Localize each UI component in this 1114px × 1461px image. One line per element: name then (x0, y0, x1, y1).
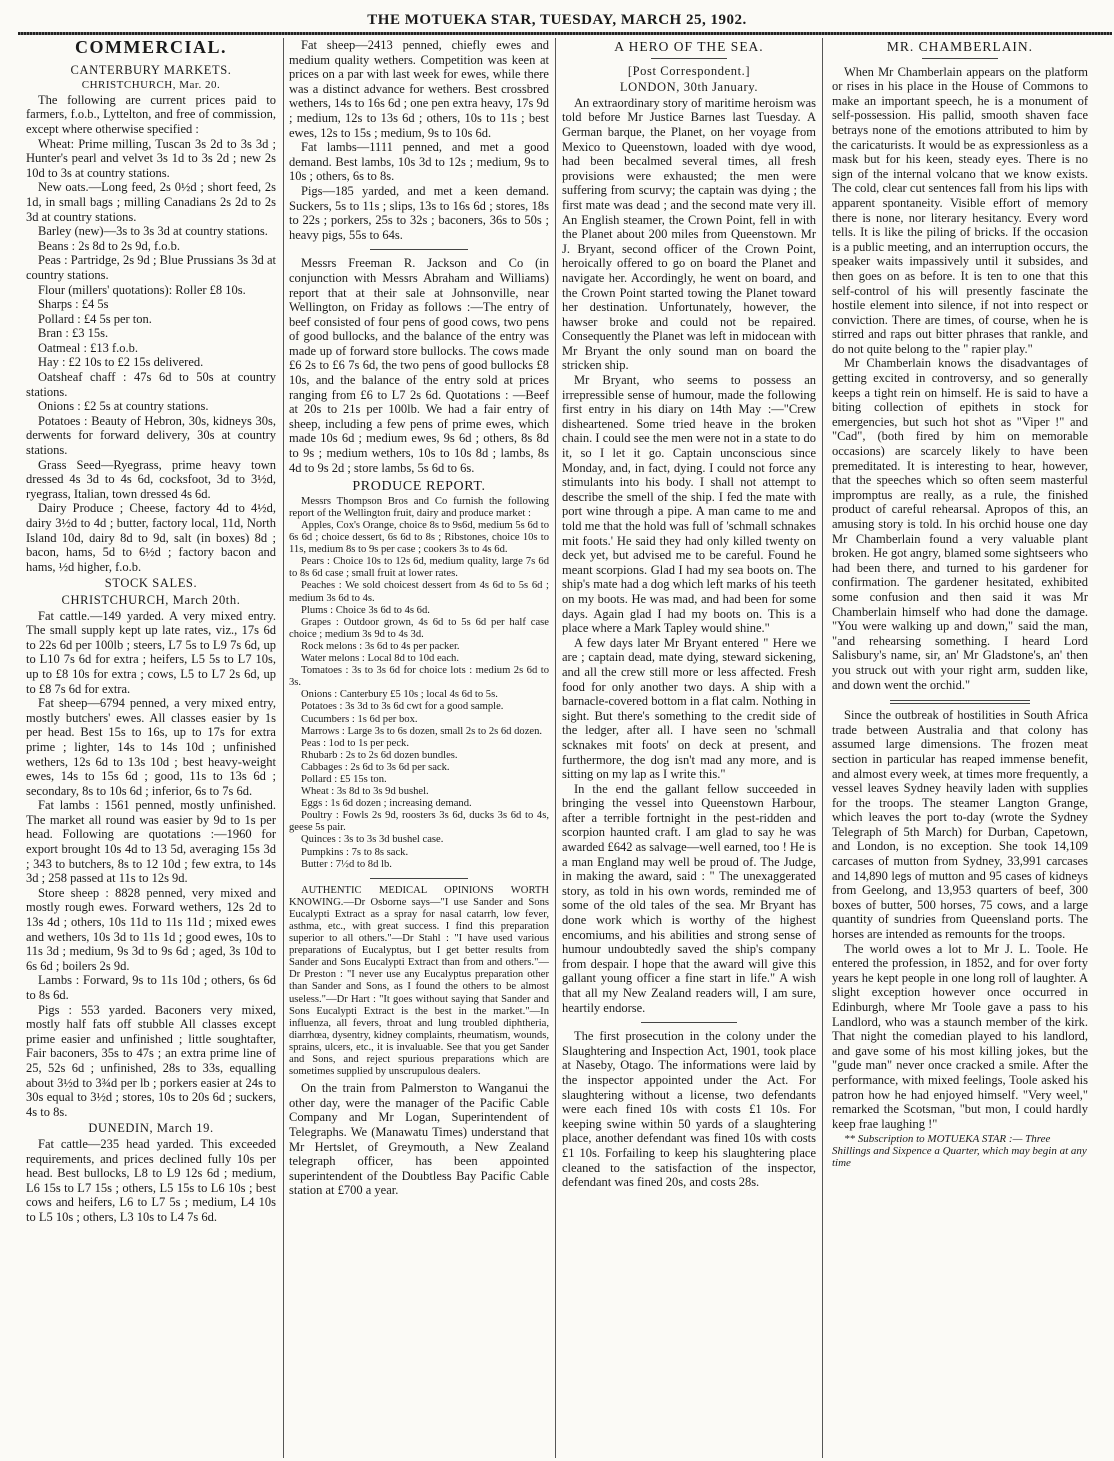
prosecution-paragraph: The first prosecution in the colony under the Slaughtering and Inspection Act, 1901, took place at Naseby, Otago. The informations were laid by the inspector appointed under the Act. For slaughtering without a license, two defendants were each fined 10s with costs £1 10s. For keeping swine within 50 yards of a slaughtering place, another defendant was fined 10s with costs £1 10s. Forfailing to keep his slaughtering place cleaned to the satisfaction of the inspector, defendant was fined 20s, and costs 28s. (562, 1029, 816, 1190)
price-paragraph: Hay : £2 10s to £2 15s delivered. (38, 355, 204, 370)
article-paragraph: Mr Chamberlain knows the disadvantages of getting excited in controversy, and so generally keeps a tight rein on himself. He is said to have a biting collection of epithets in stock for emergencies, but such hot shot as "Viper !" and "Cad", (both fired by him on memorable occasions) are scarcely likely to have been premeditated. It is interesting to hear, however, that the speeches which so often seem masterful impromptus are really, as a rule, the finished product of careful rehearsal. Apropos of this, an amusing story is told. In his orchid house one day Mr Chamberlain found a very valuable plant broken. He got angry, blamed some sightseers who had been there, and turned to his gardener for confirmation. The gardener hesitated, exhibited some confusion and then said it was Mr Chamberlain himself who had done the damage. "You were walking up and down," said the man, "and rehearsing something. I heard Lord Salisbury's name, sir, an' Mr Gladstone's, an' then you struck out with your right arm, sudden like, and down went the orchid." (832, 356, 1088, 692)
article-title: A HERO OF THE SEA. (614, 39, 764, 54)
medical-lead: AUTHENTIC MEDICAL OPINIONS WORTH KNOWING. (289, 884, 549, 908)
separator (370, 878, 469, 879)
price-paragraph: Grass Seed—Ryegrass, prime heavy town dressed 4s 3d to 4s 6d, cocksfoot, 3d to 3½d, ryegrass, Italian, town dressed 4s 6d. (26, 457, 276, 501)
stock-paragraph: Fat lambs—1111 penned, and met a good demand. Best lambs, 10s 3d to 12s ; medium, 9s to 10s ; others, 6s to 8s. (289, 140, 549, 184)
separator (922, 58, 999, 59)
article-paragraph: When Mr Chamberlain appears on the platform or rises in his place in the House of Commons to make an important speech, he is a monument of self-possession. His pallid, smooth shaven face betrays none of the emotions attributed to him by the caricaturists. It would be as expressionless as a mask but for his keen, steady eyes. There is no sign of the internal volcano that we know exists. The cold, clear cut sentences fall from his lips with apparent spontaneity. Visible effort of memory there is none, nor literary hesitancy. Every word tells. It is like the piling of bricks. If the occasion is a public meeting, and an interruption occurs, the speaker waits impassively until it subsides, and then goes on as before. It is ten to one that this self-control of his will presently fascinate the hostile element into silence, if not into respect or conviction. There are times, of course, when he is stirred and raps out bitter phrases that rankle, and do not quite belong to the " rapier play." (832, 64, 1088, 356)
article-title: MR. CHAMBERLAIN. (886, 39, 1034, 54)
masthead-rule (18, 32, 1112, 35)
produce-item: Grapes : Outdoor grown, 4s 6d to 5s 6d per half case choice ; medium 3s 9d to 4s 3d. (289, 616, 549, 640)
chamberlain-article (832, 65, 1088, 693)
produce-report (289, 496, 549, 871)
column-markets-cont (289, 38, 549, 1456)
dateline: LONDON, 30th January. (619, 80, 759, 95)
price-paragraph: Oatsheaf chaff : 47s 6d to 50s at country stations. (26, 370, 276, 399)
price-paragraph: Wheat: Prime milling, Tuscan 3s 2d to 3s 3d ; Hunter's pearl and velvet 3s 1d to 3s 2d ; new 2s 10d to 3s at country stations. (26, 136, 276, 180)
price-paragraph: Beans : 2s 8d to 2s 9d, f.o.b. (38, 238, 181, 253)
stock-paragraph: Store sheep : 8828 penned, very mixed and mostly rough ewes. Forward wethers, 12s 2d to 13s 4d ; others, 10s 11d to 11s 11d ; mixed ewes and wethers, 10s 3d to 11s 1d ; good ewes, 10s to 11s 3d ; medium, 9s 3d to 9s 6d ; aged, 3s 10d to 6s 6d ; boilers 2s 9d. (26, 885, 276, 973)
article-paragraph: Mr Bryant, who seems to possess an irrepressible sense of humour, made the following first entry in his diary on 14th May :—"Crew disheartened. Some tried heave in the broken chain. I could see the men were not in a state to do it, so I let it go. Captain unconscious since Monday, and, in fact, dying. I could not force any stimulants into his body. I shall not attempt to describe the smell of the ship. I fed the mate with port wine through a pipe. A man came to me and told me that the hold was full of 'schmall schnakes mit foots.' He said they had only killed twenty on deck yet, but advised me to be careful. Found he meant scorpions. Glad I had my sea boots on. The ship's mate had a dog which left marks of his teeth on my boots. He was mad, and had been for some days. Again glad I had my boots on. This is a place where a Mark Tapley would shine." (562, 373, 816, 636)
column-commercial (26, 38, 276, 1456)
price-paragraph: Barley (new)—3s to 3s 3d at country stations. (38, 224, 268, 239)
separator (370, 249, 469, 250)
hero-article (562, 96, 816, 1015)
produce-item: Potatoes : 3s 3d to 3s 6d cwt for a good sample. (301, 701, 504, 713)
produce-item: Peas : 1od to 1s per peck. (301, 737, 409, 749)
separator (651, 58, 727, 59)
produce-item: Eggs : 1s 6d dozen ; increasing demand. (301, 798, 472, 810)
produce-item: Quinces : 3s to 3s 3d bushel case. (301, 834, 444, 846)
price-paragraph: Sharps : £4 5s (38, 297, 109, 312)
price-paragraph: Oatmeal : £13 f.o.b. (38, 340, 138, 355)
trade-and-toole (832, 708, 1088, 1131)
produce-heading: PRODUCE REPORT. (352, 479, 486, 495)
produce-item: Water melons : Local 8d to 10d each. (301, 653, 460, 665)
price-paragraph: Pollard : £4 5s per ton. (38, 311, 152, 326)
dateline: CHRISTCHURCH, Mar. 20. (81, 79, 221, 92)
produce-item: Messrs Thompson Bros and Co furnish the following report of the Wellington fruit, dairy and produce market : (289, 495, 549, 519)
price-paragraph: Peas : Partridge, 2s 9d ; Blue Prussians 3s 3d at country stations. (26, 253, 276, 282)
stock-paragraph: Fat lambs : 1561 penned, mostly unfinished. The market all round was easier by 9d to 1s per head. Following are quotations :—1960 for export brought 10s 4d to 13 5d, averaging 15s 3d ; 343 to butchers, 8s to 12 10d ; few extra, to 14s 3d ; 258 passed at 11s to 12s 9d. (26, 798, 276, 886)
produce-item: Pumpkins : 7s to 8s sack. (301, 846, 409, 858)
dunedin-paragraph: Fat cattle—235 head yarded. This exceeded requirements, and prices declined fully 10s per head. Best bullocks, L8 to L9 12s 6d ; medium, L6 15s to L7 15s ; others, L5 15s to L6 10s ; best cows and heifers, L6 to L7 5s ; medium, L4 10s to L5 10s ; others, L3 10s to L4 7s 6d. (26, 1136, 276, 1224)
double-separator (890, 700, 1031, 701)
stock-sales (26, 609, 276, 1120)
price-paragraph: Potatoes : Beauty of Hebron, 30s, kidneys 30s, derwents for forward delivery, 30s at country stations. (26, 413, 276, 458)
article-paragraph: An extraordinary story of maritime heroism was told before Mr Justice Barnes last Tuesday. A German barque, the Planet, on her voyage from Mexico to Queenstown, loaded with dye wood, had been becalmed several times, all fresh provisions were exhausted; the men were suffering from scurvy; the captain was dying ; the first mate was dead ; and the second mate very ill. An English steamer, the Crown Point, fell in with the Planet about 200 miles from Queenstown. Mr J. Bryant, second officer of the Crown Point, heroically offered to go on board the Planet and navigate her. Accordingly, he went on board, and the Crown Point started towing the Planet toward her destination. Unfortunately, however, the hawser broke and could not be repaired. Consequently the Planet was left in midocean with Mr Bryant the only sound man on board the stricken ship. (562, 95, 816, 373)
markets-heading: CANTERBURY MARKETS. (70, 62, 232, 77)
price-paragraph: The following are current prices paid to farmers, f.o.b., Lyttelton, and free of commission, except where otherwise specified : (26, 92, 276, 136)
produce-item: Cabbages : 2s 6d to 3s 6d per sack. (301, 761, 450, 773)
produce-item: Pears : Choice 10s to 12s 6d, medium quality, large 7s 6d to 8s 6d case ; small fruit at lower rates. (289, 556, 549, 580)
column-chamberlain (832, 38, 1088, 1456)
market-prices (26, 93, 276, 575)
produce-item: Plums : Choice 3s 6d to 4s 6d. (301, 604, 430, 616)
produce-item: Rock melons : 3s 6d to 4s per packer. (301, 640, 460, 652)
stock-paragraph: Fat sheep—6794 penned, a very mixed entry, mostly butchers' ewes. All classes easier by 1s per head. Best 15s to 16s, up to 17s for extra prime ; lighter, 14s to 14s 10d ; unfinished wethers, 12s 6d to 13s 10d ; best heavy-weight ewes, 14s to 15s 6d ; good, 11s to 13s 6d ; secondary, 8s to 10s 6d ; inferior, 6s to 7s 6d. (26, 696, 276, 798)
stock-heading: STOCK SALES. (104, 576, 198, 591)
column-hero (562, 38, 816, 1456)
separator (641, 1022, 738, 1023)
stock-paragraph: Pigs : 553 yarded. Baconers very mixed, mostly half fats off stubble All classes except prime easier and unfinished ; little soughtafter, Fair baconers, 35s to 47s ; an extra prime line of 25, 52s 6d ; unfinished, 28s to 33s, equalling about 3½d to 3¾d per lb ; porkers easier at 24s to 30s equal to 3½d ; stores, 10s to 20s 6d ; suckers, 4s to 8s. (26, 1002, 276, 1119)
produce-item: Pollard : £5 15s ton. (301, 773, 387, 785)
produce-item: Onions : Canterbury £5 10s ; local 4s 6d to 5s. (301, 689, 498, 701)
byline: [Post Correspondent.] (627, 63, 751, 78)
stock-paragraph: Lambs : Forward, 9s to 11s 10d ; others, 6s 6d to 8s 6d. (26, 973, 276, 1002)
jackson-report: Messrs Freeman R. Jackson and Co (in conjunction with Messrs Abraham and Williams) report that at their sale at Johnsonville, near Wellington, on Friday as follows :—The entry of beef consisted of four pens of good cows, two pens of good bullocks, and the balance of the entry was made up of forward store bullocks. The cows made £6 2s to £6 7s 6d, the two pens of good bullocks £8 10s, and the balance of the entry sold at prices ranging from £6 to L7 2s 6d. Quotations : —Beef at 20s to 21s per 100lb. We had a fair entry of sheep, including a few pens of prime ewes, which made 10s 6d ; medium ewes, 9s 6d ; others, 8s 8d to 9s ; medium wethers, 10s to 10s 8d ; lambs, 8s 4d to 9s 2d ; store lambs, 5s 6d to 6s. (289, 256, 549, 475)
dunedin-heading: DUNEDIN, March 19. (88, 1121, 214, 1136)
produce-item: Butter : 7½d to 8d lb. (301, 858, 392, 870)
masthead: THE MOTUEKA STAR, TUESDAY, MARCH 25, 1902. (367, 12, 747, 28)
stock-paragraph: Fat cattle.—149 yarded. A very mixed entry. The small supply kept up late rates, viz., 17s 6d to 22s 6d per 100lb ; steers, L7 5s to L9 7s 6d, up to L10 7s 6d for extra ; heifers, L5 5s to L7 10s, up to £8 10s for extra ; cows, L5 to L7 2s 6d, up to £8 7s 6d for extra. (26, 608, 276, 696)
column-divider (283, 38, 284, 1458)
price-paragraph: New oats.—Long feed, 2s 0½d ; short feed, 2s 1d, in small bags ; milling Canadians 2s 2d to 2s 3d at country stations. (26, 180, 276, 224)
price-paragraph: Flour (millers' quotations): Roller £8 10s. (38, 282, 246, 297)
produce-item: Peaches : We sold choicest dessert from 4s 6d to 5s 6d ; medium 3s 6d to 4s. (289, 580, 549, 604)
stock-dateline: CHRISTCHURCH, March 20th. (61, 592, 241, 607)
produce-item: Cucumbers : 1s 6d per box. (301, 713, 418, 725)
produce-item: Poultry : Fowls 2s 9d, roosters 3s 6d, ducks 3s 6d to 4s, geese 5s pair. (289, 810, 549, 834)
article-paragraph: Since the outbreak of hostilities in South Africa trade between Australia and that colony has assumed large dimensions. The frozen meat section in particular has reaped immense benefit, and almost every week, at times more frequently, a vessel leaves Sydney heavily laden with supplies for the troops. The steamer Langton Grange, which leaves the port to-day (wrote the Sydney Telegraph of 5th March) for Durban, Capetown, and London, is no exception. She took 14,109 carcases of mutton from Sydney, 33,991 carcases and 14,890 legs of mutton and 95 cases of kidneys from Geelong, and 13,953 quarters of beef, 300 boxes of butter, 500 horses, 75 cows, and a large quantity of sundries from Queensland ports. The horses are intended as remounts for the troops. (832, 708, 1088, 942)
price-paragraph: Onions : £2 5s at country stations. (38, 399, 209, 414)
stock-paragraph: Fat sheep—2413 penned, chiefly ewes and medium quality wethers. Competition was keen at prices on a par with last week for ewes, while there was a distinct advance for wethers. Best crossbred wethers, 14s to 16s 6d ; one pen extra heavy, 17s 9d ; medium, 12s to 13s 6d ; others, 10s to 11s ; best ewes, 12s to 15s ; medium, 9s to 10s 6d. (289, 38, 549, 140)
article-paragraph: The world owes a lot to Mr J. L. Toole. He entered the profession, in 1852, and for over forty years he kept people in one long roll of laughter. A slight exception however once occurred in Edinburgh, where Mr Toole gave a pass to his Landlord, who was a staunch member of the kirk. That night the comedian played to his landlord, and gave some of his most killing jokes, but the "gude man" never once cracked a smile. After the performance, with mixed feelings, Toole asked his patron how he had enjoyed himself. "Very weel," remarked the Scotsman, "but mon, I could hardly keep frae laughing !" (832, 941, 1088, 1131)
price-paragraph: Bran : £3 15s. (38, 326, 109, 341)
produce-item: Tomatoes : 3s to 3s 6d for choice lots : medium 2s 6d to 3s. (289, 665, 549, 689)
produce-item: Apples, Cox's Orange, choice 8s to 9s6d, medium 5s 6d to 6s 6d ; choice dessert, 6s 6d to 8s ; Ribstones, choice 10s to 11s, medium 8s to 9s per case ; cookers 3s to 4s 6d. (289, 520, 549, 556)
produce-item: Marrows : Large 3s to 6s dozen, small 2s to 2s 6d dozen. (301, 725, 543, 737)
stock-sales-cont (289, 38, 549, 242)
produce-item: Wheat : 3s 8d to 3s 9d bushel. (301, 786, 429, 798)
column-divider (555, 38, 556, 1458)
stock-paragraph: Pigs—185 yarded, and met a keen demand. Suckers, 5s to 11s ; slips, 13s to 16s 6d ; stores, 18s to 22s ; porkers, 25s to 32s ; baconers, 36s to 50s ; heavy pigs, 55s to 64s. (289, 183, 549, 242)
produce-item: Rhubarb : 2s to 2s 6d dozen bundles. (301, 749, 458, 761)
medical-text: —Dr Osborne says—"I use Sander and Sons Eucalypti Extract as a spray for nasal catarrh, low fever, asthma, etc., with great success. I find this preparation superior to all others."—Dr Stahl : "I have used various preparations of Eucalyptus, but I get better results from Sander and Sons Eucalypti Extract than from and others."—Dr Preston : "I never use any Eucalyptus preparation other than Sander and Sons, as I found the others to be almost useless."—Dr Hart : "It goes without saying that Sander and Sons Eucalypti Extract is the best in the market."—In influenza, all fevers, throat and lung troubled diphtheria, diarrhœa, dysentry, kidney complaints, rheumatism, wounds, sprains, ulcers, etc., it is invaluable. See that you get Sander and Sons, and reject spurious preparations which are sometimes supplied by unscrupulous dealers. (289, 896, 549, 1078)
price-paragraph: Dairy Produce ; Cheese, factory 4d to 4½d, dairy 3½d to 4d ; butter, factory local, 11d, North Island 10d, dairy 8d to 9d, salt (in boxes) 8d ; bacon, hams, 5d to 6½d ; factory bacon and hams, ½d higher, f.o.b. (26, 501, 276, 574)
article-paragraph: A few days later Mr Bryant entered " Here we are ; captain dead, mate dying, steward sickening, and all the crew still more or less affected. Fresh food for only another two days. A ship with a barnacle-covered bottom in a flat calm. Nothing in sight. But there's something to the credit side of the ledger, after all. I have seen no 'schmall scknakes mit foots' on deck at present, and furthermore, the dog isn't mad any more, and is sitting on my lap as I write this." (562, 635, 816, 782)
medical-advert (289, 885, 549, 1079)
train-paragraph: On the train from Palmerston to Wanganui the other day, were the manager of the Pacific Cable Company and Mr Logan, Superintendent of Telegraphs. We (Manawatu Times) understand that Mr Hertslet, of Greymouth, a New Zealand telegraph officer, has been appointed superintendent of the Doubtless Bay Pacific Cable station at £700 a year. (289, 1081, 549, 1198)
column-divider (822, 38, 823, 1458)
article-paragraph: In the end the gallant fellow succeeded in bringing the vessel into Queenstown Harbour, after a terrible fortnight in the pest-ridden and scorpion haunted craft. I am glad to say he was awarded £642 as salvage—well earned, too ! He is a man England may well be proud of. The Judge, in making the award, said : " The unexaggerated story, as told in his own words, reminded me of some of the old tales of the sea. Mr Bryant has done work which is worthy of the highest encomiums, and his abilities and strong sense of humour undoubtedly saved the ship's company from despair. I hope that the award will give this gallant young officer a fine start in life." A wish that all my New Zealand readers will, I am sure, heartily endorse. (562, 781, 816, 1015)
subscription-notice: ** Subscription to MOTUEKA STAR :— Three Shillings and Sixpence a Quarter, which may begin at any time (832, 1133, 1087, 1170)
section-title: COMMERCIAL. (75, 38, 227, 57)
